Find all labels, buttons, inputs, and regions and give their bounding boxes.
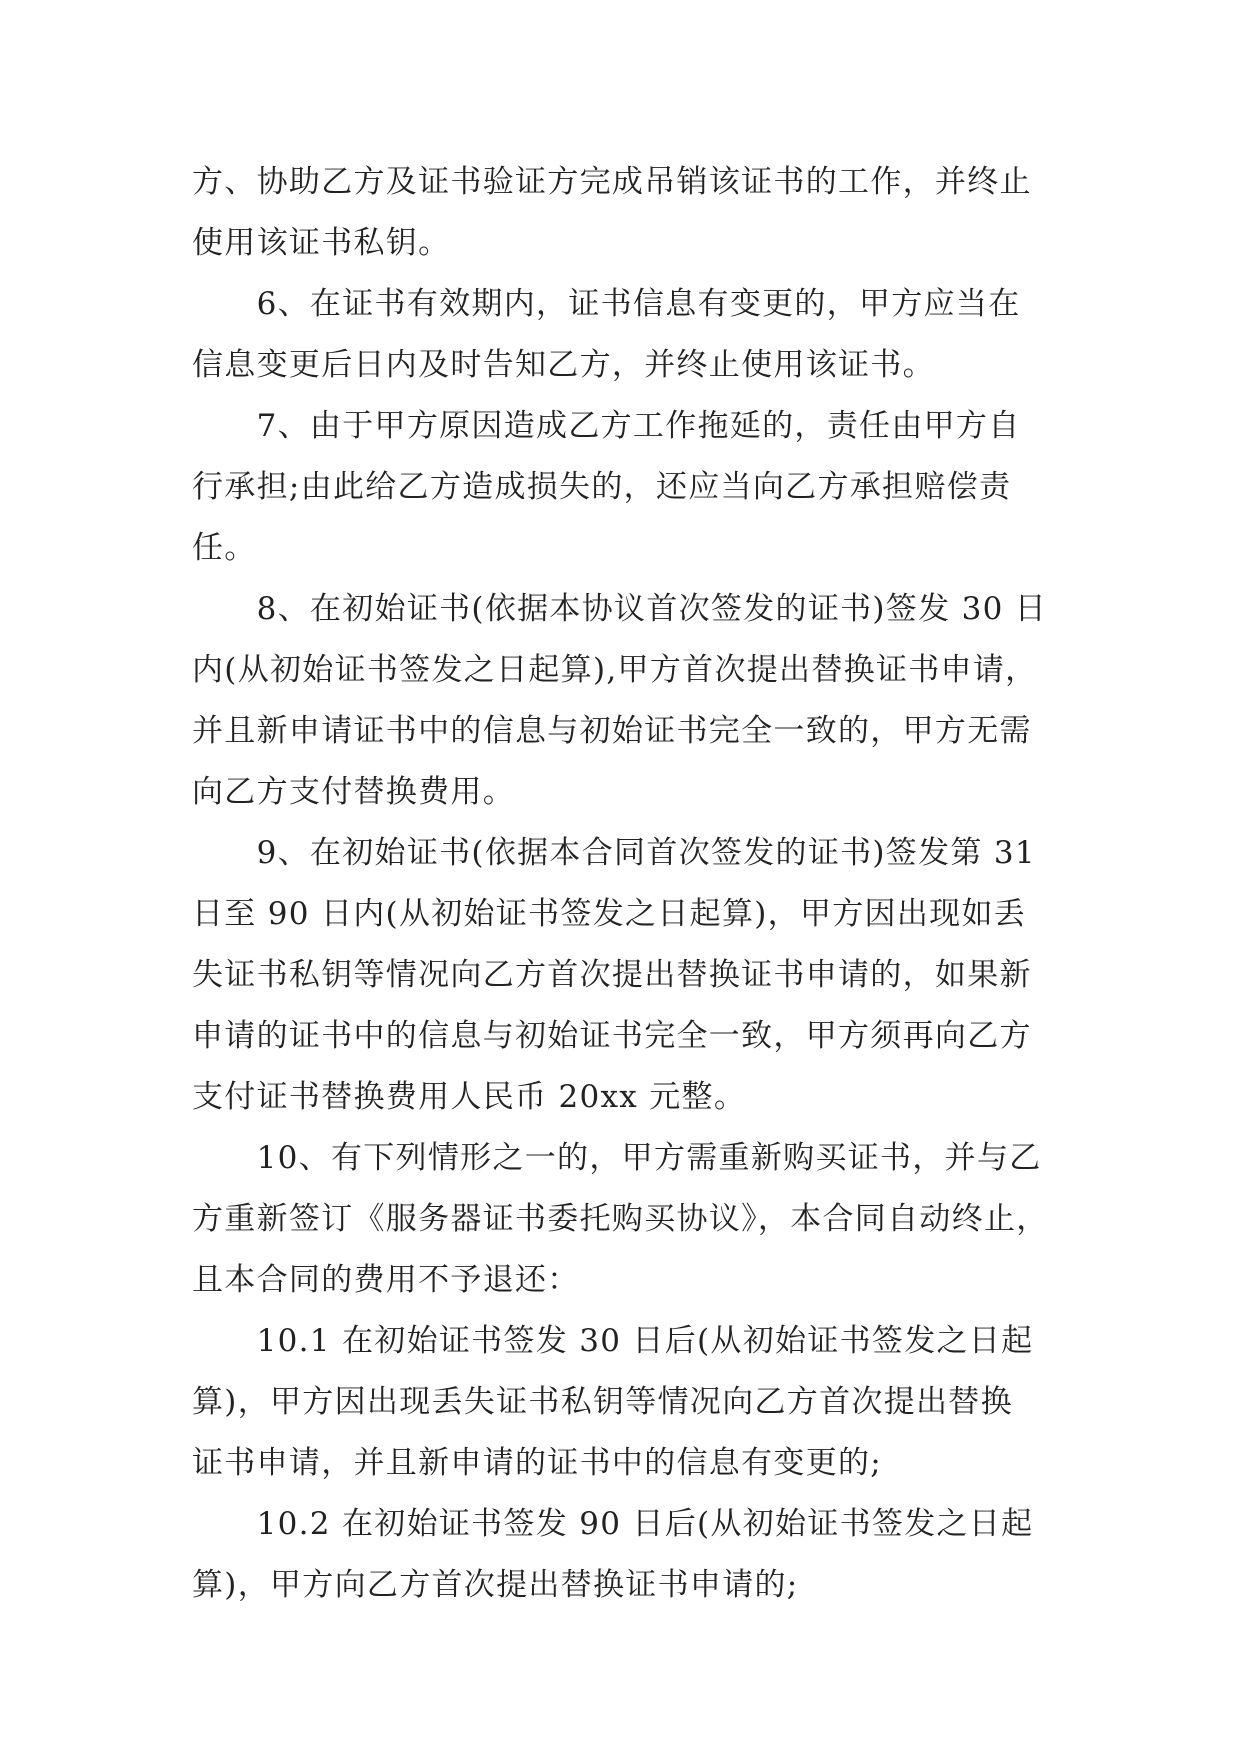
text-line: 算)，甲方向乙方首次提出替换证书申请的; (192, 1567, 799, 1603)
text-line: 使用该证书私钥。 (192, 225, 451, 261)
text-line: 申请的证书中的信息与初始证书完全一致，甲方须再向乙方 (192, 1018, 1032, 1054)
text-line: 行承担;由此给乙方造成损失的，还应当向乙方承担赔偿责 (192, 469, 1012, 505)
text-line: 算)，甲方因出现丢失证书私钥等情况向乙方首次提出替换 (192, 1384, 1013, 1420)
text-line: 9、在初始证书(依据本合同首次签发的证书)签发第 31 (192, 835, 1036, 871)
text-line: 10.1 在初始证书签发 30 日后(从初始证书签发之日起 (192, 1323, 1034, 1359)
text-line: 日至 90 日内(从初始证书签发之日起算)，甲方因出现如丢 (192, 896, 1027, 932)
text-line: 向乙方支付替换费用。 (192, 774, 515, 810)
text-line: 7、由于甲方原因造成乙方工作拖延的，责任由甲方自 (192, 408, 1021, 444)
text-line: 且本合同的费用不予退还： (192, 1262, 580, 1298)
text-line: 8、在初始证书(依据本协议首次签发的证书)签发 30 日 (192, 591, 1048, 627)
text-line: 并且新申请证书中的信息与初始证书完全一致的，甲方无需 (192, 713, 1032, 749)
text-line: 方重新签订《服务器证书委托购买协议》，本合同自动终止， (192, 1201, 1049, 1237)
text-line: 支付证书替换费用人民币 20xx 元整。 (192, 1079, 747, 1115)
text-line: 信息变更后日内及时告知乙方，并终止使用该证书。 (192, 347, 935, 383)
text-line: 内(从初始证书签发之日起算),甲方首次提出替换证书申请， (192, 652, 1038, 688)
text-line: 任。 (192, 530, 257, 566)
text-line: 6、在证书有效期内，证书信息有变更的，甲方应当在 (192, 286, 1021, 322)
text-line: 10、有下列情形之一的，甲方需重新购买证书，并与乙 (192, 1140, 1042, 1176)
text-line: 证书申请，并且新申请的证书中的信息有变更的; (192, 1445, 883, 1481)
text-line: 失证书私钥等情况向乙方首次提出替换证书申请的，如果新 (192, 957, 1032, 993)
document-body (192, 152, 1058, 1616)
text-line: 10.2 在初始证书签发 90 日后(从初始证书签发之日起 (192, 1506, 1034, 1542)
text-line: 方、协助乙方及证书验证方完成吊销该证书的工作，并终止 (192, 164, 1032, 200)
